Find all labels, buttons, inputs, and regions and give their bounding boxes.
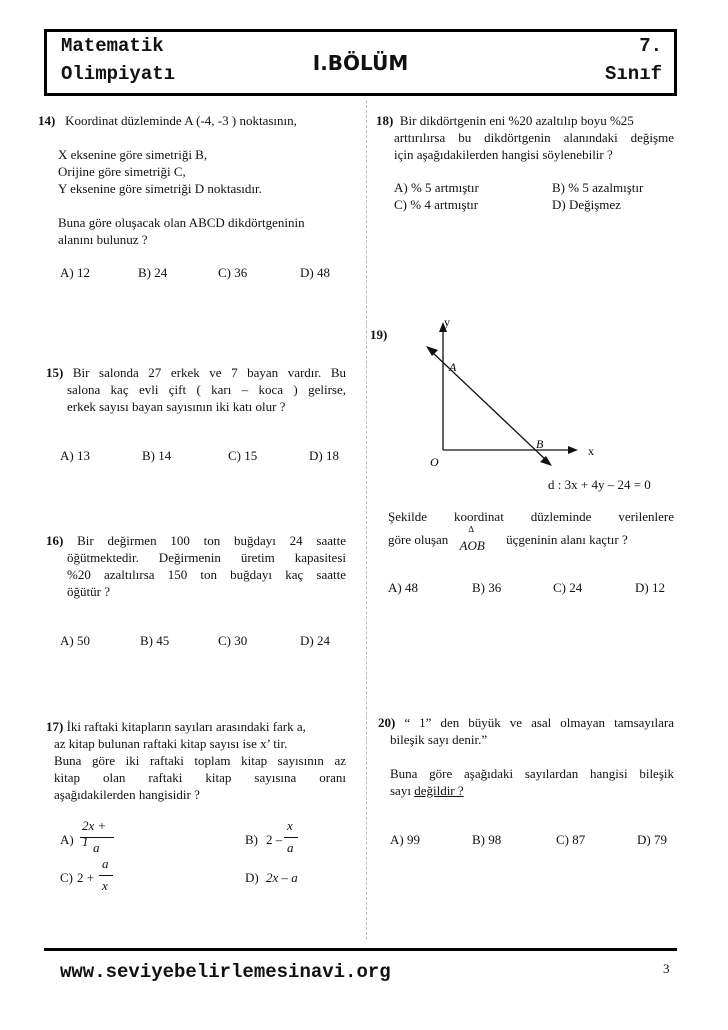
question-text: Bir değirmen 100 ton buğdayı 24 saatte xyxy=(77,533,346,548)
question-number: 14) xyxy=(38,113,56,128)
line-d-arrow-down xyxy=(540,456,552,466)
page-number: 3 xyxy=(663,961,670,976)
y-axis-label: y xyxy=(444,315,450,329)
fraction-denominator: a xyxy=(93,840,100,855)
fraction-numerator: x xyxy=(287,818,293,833)
question-text: alanını bulunuz ? xyxy=(58,232,148,247)
question-text: Buna göre oluşacak olan ABCD dikdörtgeninin xyxy=(58,215,305,230)
answer-option-d[interactable]: D) Değişmez xyxy=(552,197,621,212)
question-text: az kitap bulunan raftaki kitap sayısı ise x’ tir. xyxy=(54,736,288,751)
header-grade-label: Sınıf xyxy=(604,63,662,85)
answer-option-b[interactable]: B) 14 xyxy=(142,448,172,463)
question-text: erkek sayısı bayan sayısının iki katı olur ? xyxy=(67,399,286,414)
answer-option-d[interactable]: D) 79 xyxy=(637,832,667,847)
question-text xyxy=(390,782,464,799)
answer-option-a[interactable]: A) 48 xyxy=(388,580,418,595)
question-number: 20) xyxy=(378,715,396,730)
footer-rule xyxy=(44,948,677,951)
answer-option-c[interactable]: C) 30 xyxy=(218,633,248,648)
answer-option-a[interactable]: A) 13 xyxy=(60,448,90,463)
answer-option-b[interactable]: B) % 5 azalmıştır xyxy=(552,180,644,195)
question-text: kitap olan raftaki kitap sayısına oranı xyxy=(54,770,346,785)
answer-option-d[interactable]: D) xyxy=(245,870,259,885)
page-header xyxy=(44,29,677,96)
header-section-title: I.BÖLÜM xyxy=(312,51,409,75)
question-text: %20 azaltılırsa 150 ton buğdayı kaç saatte xyxy=(67,567,346,582)
line-d-arrow-up xyxy=(426,346,438,356)
question-text: Buna göre iki raftaki toplam kitap sayısının az xyxy=(54,753,346,768)
fraction-denominator: x xyxy=(102,878,108,893)
question-text: için aşağıdakilerden hangisi söylenebilir ? xyxy=(394,147,613,162)
question-number: 16) xyxy=(46,533,64,548)
triangle-mark: ∆ xyxy=(468,524,475,534)
question-text: salona kaç evli çift ( karı – koca ) gelirse, xyxy=(67,382,346,397)
triangle-name xyxy=(459,524,485,553)
answer-option-a[interactable]: A) 12 xyxy=(60,265,90,280)
answer-option-c[interactable]: C) % 4 artmıştır xyxy=(394,197,479,212)
header-grade-number: 7. xyxy=(639,35,662,57)
x-axis-label: x xyxy=(588,444,594,458)
question-text: aşağıdakilerden hangisidir ? xyxy=(54,787,200,802)
question-number: 15) xyxy=(46,365,64,380)
answer-option-c[interactable]: C) 87 xyxy=(556,832,586,847)
expression: 2x – a xyxy=(266,870,298,885)
question-text-part: göre oluşan xyxy=(388,532,449,547)
fraction xyxy=(99,856,113,896)
question-text: Orijine göre simetriği C, xyxy=(58,164,186,179)
question-text-part: üçgeninin alanı kaçtır ? xyxy=(506,532,628,547)
answer-option-b[interactable]: B) 24 xyxy=(138,265,168,280)
coordinate-diagram xyxy=(400,310,640,480)
answer-option-d[interactable]: D) 24 xyxy=(300,633,330,648)
x-axis-arrow xyxy=(568,446,578,454)
answer-option-a[interactable]: A) 99 xyxy=(390,832,420,847)
answer-option-c[interactable]: C) 15 xyxy=(228,448,258,463)
fraction-numerator: 2x + 1 xyxy=(82,818,107,849)
fraction-denominator: a xyxy=(287,840,294,855)
question-text: Bir dikdörtgenin eni %20 azaltılıp boyu %25 xyxy=(399,113,634,128)
underlined-word: değildir ? xyxy=(414,783,464,798)
header-subject-line2: Olimpiyatı xyxy=(61,63,176,85)
answer-option-c[interactable]: C) xyxy=(60,870,73,885)
fraction-bar xyxy=(284,837,298,838)
question-number: 18) xyxy=(376,113,394,128)
fraction-bar xyxy=(80,837,114,838)
fraction-bar xyxy=(99,875,113,876)
answer-option-b[interactable]: B) 36 xyxy=(472,580,502,595)
question-text: Şekilde koordinat düzleminde verilenlere xyxy=(388,509,674,524)
footer-website[interactable]: www.seviyebelirlemesinavi.org xyxy=(60,961,391,983)
question-number: 17) xyxy=(46,719,64,734)
fraction xyxy=(284,818,298,858)
question-text: İki raftaki kitapların sayıları arasındaki fark a, xyxy=(66,719,306,734)
question-text: Bir salonda 27 erkek ve 7 bayan vardır. Bu xyxy=(72,365,346,380)
line-equation: d : 3x + 4y – 24 = 0 xyxy=(548,477,651,492)
fraction-numerator: a xyxy=(102,856,109,871)
question-text: arttırılırsa bu dikdörtgenin alanındaki değişme xyxy=(394,130,674,145)
answer-option-c[interactable]: C) 24 xyxy=(553,580,583,595)
column-divider xyxy=(366,100,367,940)
answer-option-a[interactable]: A) 50 xyxy=(60,633,90,648)
point-b-label: B xyxy=(536,437,544,451)
answer-option-d[interactable]: D) 48 xyxy=(300,265,330,280)
answer-option-c[interactable]: C) 36 xyxy=(218,265,248,280)
question-text: Koordinat düzleminde A (-4, -3 ) noktasının, xyxy=(65,113,297,128)
answer-option-b[interactable]: B) 98 xyxy=(472,832,502,847)
answer-option-a[interactable]: A) xyxy=(60,832,74,847)
origin-label: O xyxy=(430,455,439,469)
triangle-label: AOB xyxy=(459,538,485,553)
answer-option-a[interactable]: A) % 5 artmıştır xyxy=(394,180,479,195)
fraction xyxy=(80,818,114,858)
expression-prefix: 2 – xyxy=(266,832,283,847)
question-text: Buna göre aşağıdaki sayılardan hangisi bileşik xyxy=(390,766,674,781)
point-a-label: A xyxy=(449,360,457,374)
question-text: öğütmektedir. Değirmenin üretim kapasitesi xyxy=(67,550,346,565)
question-text: bileşik sayı denir.” xyxy=(390,732,488,747)
question-number: 19) xyxy=(370,327,388,342)
question-text: “ 1” den büyük ve asal olmayan tamsayılara xyxy=(404,715,674,730)
answer-option-b[interactable]: B) 45 xyxy=(140,633,170,648)
question-text xyxy=(388,524,628,553)
question-text-part: sayı xyxy=(390,783,415,798)
question-text: Y eksenine göre simetriği D noktasıdır. xyxy=(58,181,262,196)
answer-option-d[interactable]: D) 18 xyxy=(309,448,339,463)
question-text: öğütür ? xyxy=(67,584,110,599)
answer-option-d[interactable]: D) 12 xyxy=(635,580,665,595)
answer-option-b[interactable]: B) xyxy=(245,832,258,847)
question-text: X eksenine göre simetriği B, xyxy=(58,147,208,162)
expression-prefix: 2 + xyxy=(77,870,95,885)
header-subject-line1: Matematik xyxy=(61,35,164,57)
